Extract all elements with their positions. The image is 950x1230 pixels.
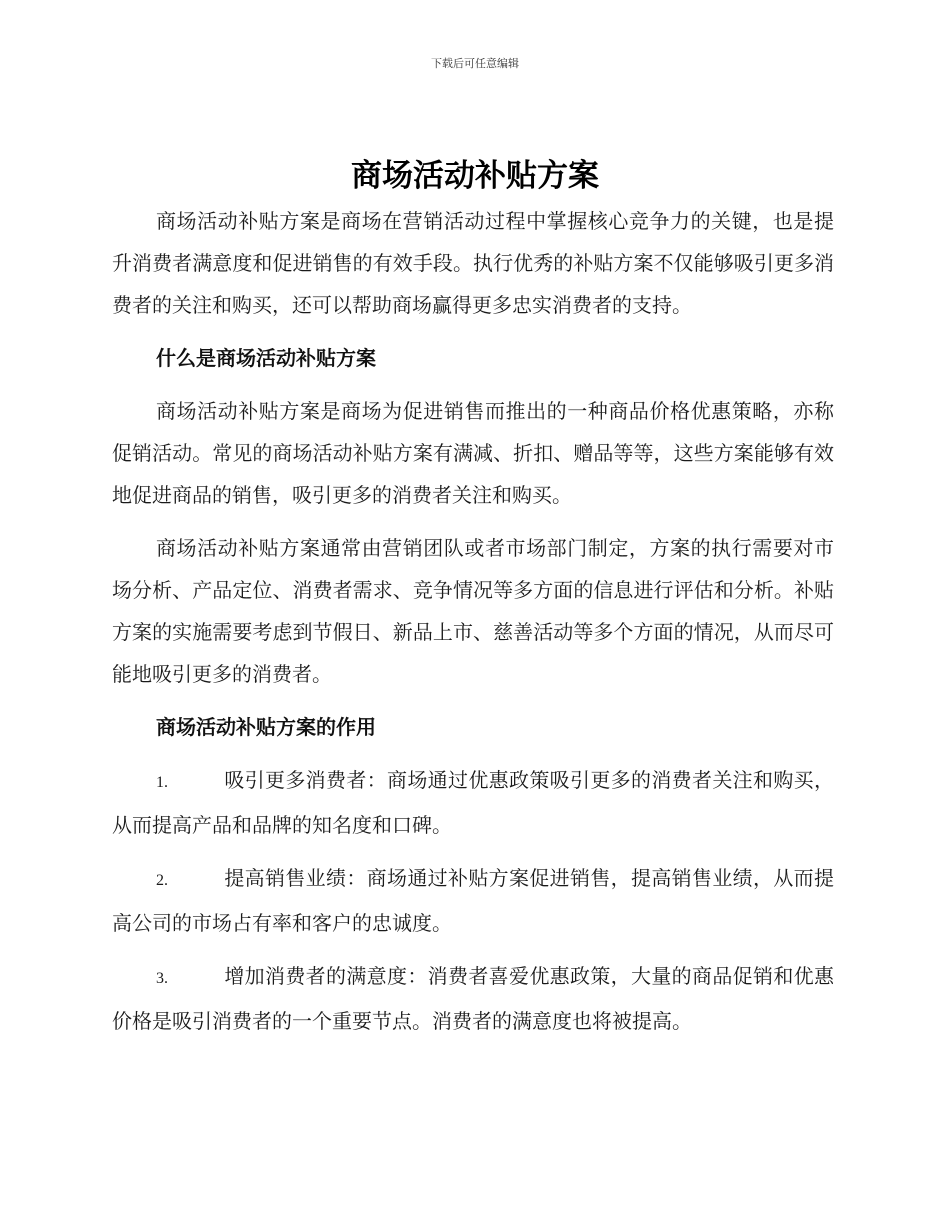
section-heading-what-is: 什么是商场活动补贴方案 — [156, 346, 376, 370]
paragraph: 商场活动补贴方案是商场为促进销售而推出的一种商品价格优惠策略，亦称促销活动。常见的商场活动补贴方案有满减、折扣、赠品等等，这些方案能够有效地促进商品的销售，吸引更多的消费者关注和购买。 — [112, 399, 834, 507]
list-item-text: 增加消费者的满意度：消费者喜爱优惠政策，大量的商品促销和优惠价格是吸引消费者的一个重要节点。消费者的满意度也将被提高。 — [112, 964, 834, 1033]
list-item-number: 2. — [156, 872, 168, 889]
list-item — [112, 857, 834, 944]
header-note: 下载后可任意编辑 — [431, 57, 519, 70]
list-item-number: 3. — [156, 970, 168, 987]
list-item-text: 吸引更多消费者：商场通过优惠政策吸引更多的消费者关注和购买，从而提高产品和品牌的知名度和口碑。 — [112, 768, 834, 837]
list-item-text: 提高销售业绩：商场通过补贴方案促进销售，提高销售业绩，从而提高公司的市场占有率和客户的忠诚度。 — [112, 866, 834, 935]
intro-paragraph: 商场活动补贴方案是商场在营销活动过程中掌握核心竞争力的关键，也是提升消费者满意度和促进销售的有效手段。执行优秀的补贴方案不仅能够吸引更多消费者的关注和购买，还可以帮助商场赢得更多忠实消费者的支持。 — [112, 209, 834, 317]
list-item — [112, 759, 834, 846]
list-item — [112, 955, 834, 1042]
list-item-number: 1. — [156, 774, 168, 791]
paragraph: 商场活动补贴方案通常由营销团队或者市场部门制定，方案的执行需要对市场分析、产品定位、消费者需求、竞争情况等多方面的信息进行评估和分析。补贴方案的实施需要考虑到节假日、新品上市、慈善活动等多个方面的情况，从而尽可能地吸引更多的消费者。 — [112, 536, 834, 686]
document-title: 商场活动补贴方案 — [351, 158, 599, 194]
section-heading-effects: 商场活动补贴方案的作用 — [156, 715, 376, 739]
document-body — [112, 200, 834, 1053]
